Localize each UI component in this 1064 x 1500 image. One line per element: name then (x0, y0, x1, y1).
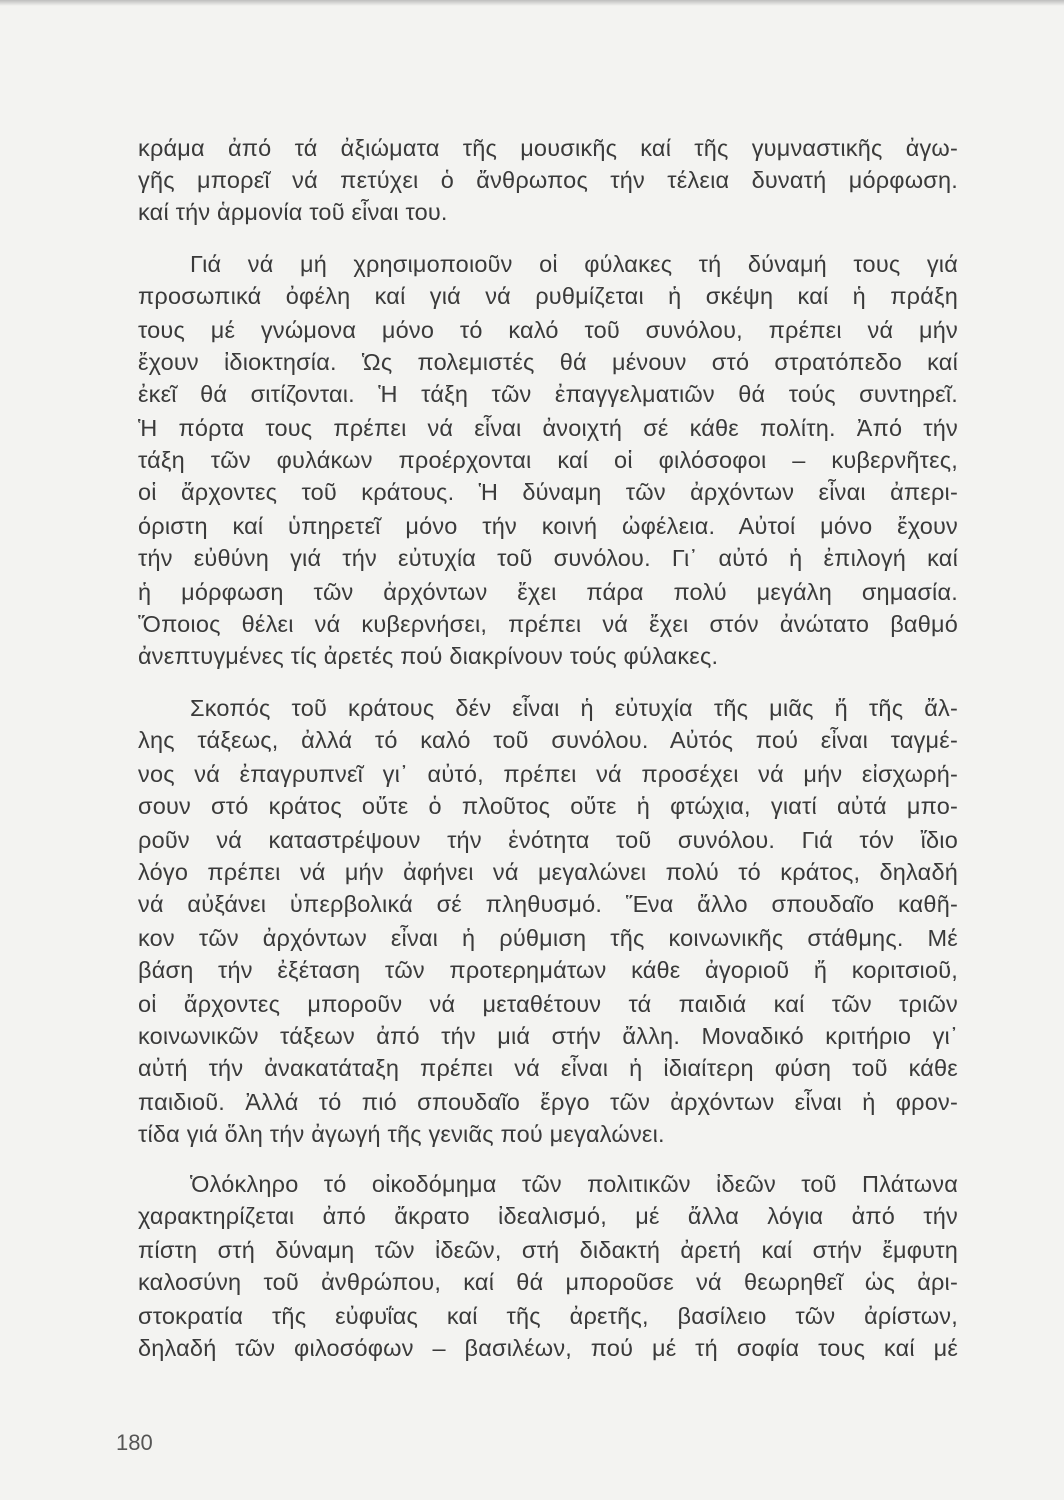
paragraph-start-line: Σκοπός τοῦ κράτους δέν εἶναι ἡ εὐτυχία τῆς μιᾶς ἤ τῆς ἄλ- (190, 695, 958, 721)
text-line: ροῦν νά καταστρέψουν τήν ἑνότητα τοῦ συνόλου. Γιά τόν ἴδιο (138, 827, 958, 853)
text-line: νά αὐξάνει ὑπερβολικά σέ πληθυσμό. Ἕνα ἄλλο σπουδαῖο καθῆ- (138, 891, 958, 917)
paragraph-start-line: Γιά νά μή χρησιμοποιοῦν οἱ φύλακες τή δύναμή τους γιά (190, 251, 958, 277)
text-line: Ἡ πόρτα τους πρέπει νά εἶναι ἀνοιχτή σέ κάθε πολίτη. Ἀπό τήν (138, 415, 958, 441)
text-line: κράμα ἀπό τά ἀξιώματα τῆς μουσικῆς καί τῆς γυμναστικῆς ἀγω- (138, 135, 958, 161)
text-line: στοκρατία τῆς εὐφυΐας καί τῆς ἀρετῆς, βασίλειο τῶν ἀρίστων, (138, 1303, 958, 1329)
text-line: πίστη στή δύναμη τῶν ἰδεῶν, στή διδακτή ἀρετή καί στήν ἔμφυτη (138, 1237, 958, 1263)
text-line: τάξη τῶν φυλάκων προέρχονται καί οἱ φιλόσοφοι – κυβερνῆτες, (138, 447, 958, 473)
text-line: καί τήν ἁρμονία τοῦ εἶναι του. (138, 199, 448, 225)
text-line: τίδα γιά ὅλη τήν ἀγωγή τῆς γενιᾶς πού μεγαλώνει. (138, 1121, 665, 1147)
text-line: οἱ ἄρχοντες μποροῦν νά μεταθέτουν τά παιδιά καί τῶν τριῶν (138, 991, 958, 1017)
text-line: προσωπικά ὀφέλη καί γιά νά ρυθμίζεται ἡ σκέψη καί ἡ πράξη (138, 283, 958, 309)
text-line: τήν εὐθύνη γιά τήν εὐτυχία τοῦ συνόλου. Γι᾽ αὐτό ἡ ἐπιλογή καί (138, 545, 958, 571)
paragraph-start-line: Ὁλόκληρο τό οἰκοδόμημα τῶν πολιτικῶν ἰδεῶν τοῦ Πλάτωνα (190, 1171, 958, 1197)
text-line: σουν στό κράτος οὔτε ὁ πλοῦτος οὔτε ἡ φτώχια, γιατί αὐτά μπο- (138, 793, 958, 819)
text-line: βάση τήν ἐξέταση τῶν προτερημάτων κάθε ἀγοριοῦ ἤ κοριτσιοῦ, (138, 957, 958, 983)
text-line: παιδιοῦ. Ἀλλά τό πιό σπουδαῖο ἔργο τῶν ἀρχόντων εἶναι ἡ φρον- (138, 1089, 958, 1115)
text-line: δηλαδή τῶν φιλοσόφων – βασιλέων, πού μέ τή σοφία τους καί μέ (138, 1335, 958, 1361)
text-line: αὐτή τήν ἀνακατάταξη πρέπει νά εἶναι ἡ ἰδιαίτερη φύση τοῦ κάθε (138, 1055, 958, 1081)
page-top-edge (0, 0, 1064, 6)
page-number: 180 (116, 1430, 153, 1455)
text-line: ἔχουν ἰδιοκτησία. Ὡς πολεμιστές θά μένουν στό στρατόπεδο καί (138, 349, 958, 375)
text-line: τους μέ γνώμονα μόνο τό καλό τοῦ συνόλου, πρέπει νά μήν (138, 317, 958, 343)
text-line: χαρακτηρίζεται ἀπό ἄκρατο ἰδεαλισμό, μέ ἄλλα λόγια ἀπό τήν (138, 1203, 958, 1229)
text-line: κον τῶν ἀρχόντων εἶναι ἡ ρύθμιση τῆς κοινωνικῆς στάθμης. Μέ (138, 925, 958, 951)
text-line: όριστη καί ὑπηρετεῖ μόνο τήν κοινή ὠφέλεια. Αὐτοί μόνο ἔχουν (138, 513, 958, 539)
text-line: κοινωνικῶν τάξεων ἀπό τήν μιά στήν ἄλλη. Μοναδικό κριτήριο γι᾽ (138, 1023, 958, 1049)
text-line: Ὅποιος θέλει νά κυβερνήσει, πρέπει νά ἔχει στόν ἀνώτατο βαθμό (138, 611, 958, 637)
text-line: λης τάξεως, ἀλλά τό καλό τοῦ συνόλου. Αὐτός πού εἶναι ταγμέ- (138, 727, 958, 753)
text-line: οἱ ἄρχοντες τοῦ κράτους. Ἡ δύναμη τῶν ἀρχόντων εἶναι ἀπερι- (138, 479, 958, 505)
text-line: γῆς μπορεῖ νά πετύχει ὁ ἄνθρωπος τήν τέλεια δυνατή μόρφωση. (138, 167, 958, 193)
text-line: νος νά ἐπαγρυπνεῖ γι᾽ αὐτό, πρέπει νά προσέχει νά μήν εἰσχωρή- (138, 761, 958, 787)
text-line: ἀνεπτυγμένες τίς ἀρετές πού διακρίνουν τούς φύλακες. (138, 643, 719, 669)
text-line: λόγο πρέπει νά μήν ἀφήνει νά μεγαλώνει πολύ τό κράτος, δηλαδή (138, 859, 958, 885)
text-line: ἡ μόρφωση τῶν ἀρχόντων ἔχει πάρα πολύ μεγάλη σημασία. (138, 579, 958, 605)
text-line: ἐκεῖ θά σιτίζονται. Ἡ τάξη τῶν ἐπαγγελματιῶν θά τούς συντηρεῖ. (138, 381, 958, 407)
text-line: καλοσύνη τοῦ ἀνθρώπου, καί θά μποροῦσε νά θεωρηθεῖ ὡς ἀρι- (138, 1269, 958, 1295)
